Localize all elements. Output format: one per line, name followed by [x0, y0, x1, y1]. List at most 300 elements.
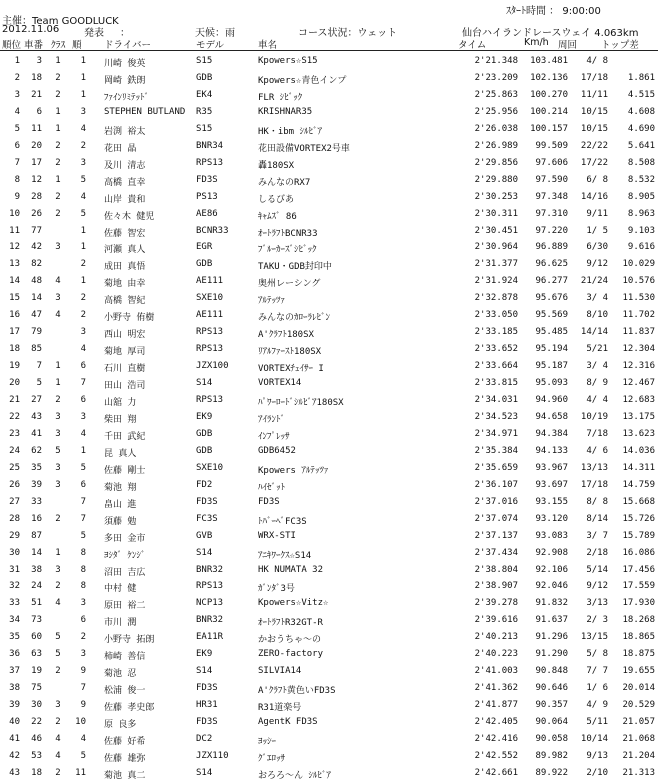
- cell-car-name: HK・ibm ｼﾙﾋﾞｱ: [258, 126, 323, 137]
- cell-speed: 92.106: [535, 564, 568, 575]
- cell-rank: 9: [14, 191, 20, 202]
- cell-speed: 89.922: [535, 767, 568, 778]
- cell-car-name: ﾌﾞﾙｰｶｰｽﾞｼﾋﾞｯｸ: [258, 245, 317, 256]
- cell-gap: 17.559: [622, 581, 655, 592]
- cell-class: 1: [55, 56, 61, 66]
- cell-car-name: ZERO-factory: [258, 649, 324, 660]
- cell-gap: 12.316: [622, 361, 655, 372]
- table-row: [0, 224, 658, 241]
- cell-lap: 22/22: [580, 140, 608, 151]
- col-gap: トップ差: [601, 40, 639, 51]
- cell-lap: 9/12: [586, 581, 608, 592]
- cell-car-name: KRISHNAR35: [258, 106, 313, 117]
- cell-speed: 97.590: [535, 174, 568, 185]
- cell-speed: 93.697: [535, 479, 568, 490]
- cell-gap: 18.865: [622, 632, 655, 643]
- table-row: [0, 71, 658, 88]
- cell-model: S15: [196, 56, 213, 66]
- cell-driver: 高橋 智紀: [104, 296, 146, 307]
- cell-speed: 93.155: [535, 496, 568, 507]
- cell-driver: 多田 金市: [104, 533, 146, 544]
- cell-driver: 小野寺 拓朗: [104, 635, 155, 646]
- cell-car-name: ﾄﾊﾞｰﾍﾞFC3S: [258, 516, 307, 527]
- cell-car-name: GDB6452: [258, 445, 296, 456]
- cell-model: GDB: [196, 72, 213, 83]
- cell-gap: 9.616: [627, 242, 655, 253]
- cell-model: FD3S: [196, 683, 218, 694]
- table-row: [0, 105, 658, 122]
- cell-lap: 1/ 5: [586, 225, 608, 236]
- cell-time: 2'39.278: [474, 598, 518, 609]
- cell-gap: 15.789: [622, 530, 655, 541]
- cell-order: 2: [80, 140, 86, 151]
- table-row: [0, 291, 658, 308]
- table-row: [0, 664, 658, 681]
- cell-lap: 8/ 8: [586, 496, 608, 507]
- cell-class: 3: [55, 462, 61, 473]
- cell-rank: 42: [9, 750, 20, 761]
- cell-model: FD2: [196, 479, 213, 490]
- cell-car-no: 85: [31, 344, 42, 355]
- cell-class: 1: [55, 547, 61, 558]
- cell-model: GDB: [196, 428, 213, 439]
- cell-driver: 佐藤 智宏: [104, 228, 146, 239]
- cell-speed: 92.908: [535, 547, 568, 558]
- cell-time: 2'30.311: [474, 208, 518, 219]
- cell-class: 3: [55, 700, 61, 711]
- cell-speed: 100.270: [530, 89, 568, 100]
- cell-car-name: SILVIA14: [258, 666, 302, 677]
- cell-rank: 24: [9, 445, 20, 456]
- table-row: [0, 461, 658, 478]
- cell-lap: 1/ 6: [586, 683, 608, 694]
- cell-time: 2'34.523: [474, 411, 518, 422]
- cell-rank: 34: [9, 615, 20, 626]
- cell-time: 2'34.031: [474, 395, 518, 405]
- cell-model: FC3S: [196, 513, 218, 524]
- cell-class: 3: [55, 293, 61, 304]
- cell-lap: 13/13: [580, 462, 608, 473]
- cell-model: EK9: [196, 411, 213, 422]
- cell-gap: 10.576: [622, 276, 655, 287]
- cell-car-no: 60: [31, 632, 42, 643]
- table-row: [0, 444, 658, 461]
- cell-speed: 96.889: [535, 242, 568, 253]
- cell-order: 5: [80, 530, 86, 541]
- table-row: [0, 274, 658, 291]
- table-row: [0, 257, 658, 274]
- cell-car-no: 22: [31, 717, 42, 728]
- cell-lap: 3/ 7: [586, 530, 608, 541]
- cell-car-no: 18: [31, 767, 42, 778]
- cell-order: 3: [80, 157, 86, 168]
- cell-rank: 37: [9, 666, 20, 677]
- cell-car-no: 33: [31, 496, 42, 507]
- cell-driver: 昆 真人: [104, 448, 137, 459]
- cell-time: 2'37.434: [474, 547, 518, 558]
- cell-rank: 39: [9, 700, 20, 711]
- cell-speed: 90.058: [535, 734, 568, 744]
- cell-gap: 14.311: [622, 462, 655, 473]
- cell-speed: 97.310: [535, 208, 568, 219]
- cell-driver: 沼田 吉広: [104, 567, 146, 578]
- cell-driver: 成田 真悟: [104, 262, 146, 273]
- cell-speed: 90.357: [535, 700, 568, 711]
- cell-car-no: 16: [31, 513, 42, 524]
- cell-model: FD3S: [196, 496, 218, 507]
- cell-car-name: 奥州レーシング: [258, 279, 321, 290]
- cell-car-name: ｷｬﾑｽﾞ 86: [258, 211, 297, 222]
- cell-class: 4: [55, 750, 61, 761]
- table-row: [0, 732, 658, 749]
- cell-car-name: VORTEXﾁｪｲｻｰ I: [258, 364, 324, 375]
- cell-driver: 市川 潤: [104, 618, 137, 629]
- cell-order: 4: [80, 734, 86, 744]
- cell-lap: 5/11: [586, 717, 608, 728]
- cell-speed: 100.157: [530, 123, 568, 134]
- cell-rank: 32: [9, 581, 20, 592]
- cell-rank: 7: [14, 157, 20, 168]
- cell-order: 8: [80, 564, 86, 575]
- cell-lap: 7/18: [586, 428, 608, 439]
- cell-time: 2'37.074: [474, 513, 518, 524]
- cell-car-no: 17: [31, 157, 42, 168]
- cell-order: 7: [80, 378, 86, 389]
- cell-car-no: 62: [31, 445, 42, 456]
- cell-rank: 13: [9, 259, 20, 270]
- col-rank: 順位: [2, 40, 22, 51]
- cell-lap: 4/ 9: [586, 700, 608, 711]
- cell-gap: 5.641: [627, 140, 655, 151]
- cell-lap: 10/15: [580, 106, 608, 117]
- cell-gap: 21.057: [622, 717, 655, 728]
- cell-gap: 19.655: [622, 666, 655, 677]
- cell-speed: 90.848: [535, 666, 568, 677]
- cell-car-name: ｵｰﾄﾗﾌﾄBCNR33: [258, 228, 318, 239]
- cell-car-no: 35: [31, 462, 42, 473]
- table-row: [0, 766, 658, 783]
- table-row: [0, 529, 658, 546]
- cell-car-no: 38: [31, 564, 42, 575]
- cell-order: 2: [80, 259, 86, 270]
- cell-rank: 20: [9, 378, 20, 389]
- cell-car-name: みんなのｶﾛｰﾗﾚﾋﾞﾝ: [258, 313, 331, 324]
- cell-order: 7: [80, 513, 86, 524]
- table-row: [0, 207, 658, 224]
- cell-model: SXE10: [196, 293, 224, 304]
- table-row: [0, 139, 658, 156]
- col-class: ｸﾗｽ: [51, 40, 66, 51]
- cell-order: 5: [80, 208, 86, 219]
- cell-time: 2'25.956: [474, 106, 518, 117]
- table-row: [0, 478, 658, 495]
- cell-lap: 10/14: [580, 734, 608, 744]
- cell-speed: 96.277: [535, 276, 568, 287]
- cell-order: 4: [80, 428, 86, 439]
- cell-car-name: ﾘｱﾙﾌｧｰｽﾄ180SX: [258, 347, 322, 358]
- cell-car-no: 14: [31, 547, 42, 558]
- cell-model: S15: [196, 123, 213, 134]
- cell-rank: 11: [9, 225, 20, 236]
- cell-gap: 9.103: [627, 225, 655, 236]
- cell-car-no: 79: [31, 327, 42, 338]
- cell-model: R35: [196, 106, 213, 117]
- cell-rank: 5: [14, 123, 20, 134]
- cell-order: 10: [75, 717, 86, 728]
- cell-lap: 10/15: [580, 123, 608, 134]
- cell-car-no: 73: [31, 615, 42, 626]
- cell-car-name: Kpowers☆Vitz☆: [258, 598, 329, 609]
- cell-driver: ﾖｼﾀﾞ ｹﾝｼﾞ: [104, 550, 146, 561]
- cell-lap: 3/ 4: [586, 361, 608, 372]
- cell-driver: 西山 明宏: [104, 330, 146, 341]
- cell-model: BCNR33: [196, 225, 229, 236]
- cell-order: 5: [80, 462, 86, 473]
- cell-class: 4: [55, 276, 61, 287]
- cell-driver: 千田 武紀: [104, 431, 146, 442]
- cell-class: 4: [55, 598, 61, 609]
- cell-time: 2'32.878: [474, 293, 518, 304]
- cell-order: 2: [80, 310, 86, 321]
- table-row: [0, 376, 658, 393]
- col-car-no: 車番: [24, 40, 44, 51]
- cell-lap: 4/ 6: [586, 445, 608, 456]
- cell-car-name: Kpowers☆S15: [258, 56, 318, 66]
- cell-car-no: 48: [31, 276, 42, 287]
- cell-speed: 95.187: [535, 361, 568, 372]
- cell-gap: 11.702: [622, 310, 655, 321]
- table-row: [0, 579, 658, 596]
- cell-class: 3: [55, 479, 61, 490]
- cell-driver: 柿崎 善信: [104, 652, 146, 663]
- table-row: [0, 749, 658, 766]
- cell-order: 3: [80, 411, 86, 422]
- col-driver: ドライバー: [104, 40, 152, 51]
- cell-driver: 菊地 由幸: [104, 279, 146, 290]
- cell-driver: STEPHEN BUTLAND: [104, 106, 186, 117]
- cell-driver: 佐藤 雄弥: [104, 753, 146, 764]
- cell-model: RPS13: [196, 581, 224, 592]
- cell-class: 5: [55, 649, 61, 660]
- table-row: [0, 647, 658, 664]
- cell-model: PS13: [196, 191, 218, 202]
- cell-lap: 5/ 8: [586, 649, 608, 660]
- cell-rank: 25: [9, 462, 20, 473]
- cell-speed: 103.481: [530, 56, 568, 66]
- table-row: [0, 359, 658, 376]
- cell-rank: 43: [9, 767, 20, 778]
- cell-speed: 93.967: [535, 462, 568, 473]
- cell-order: 8: [80, 581, 86, 592]
- cell-time: 2'33.185: [474, 327, 518, 338]
- cell-rank: 6: [14, 140, 20, 151]
- cell-car-no: 77: [31, 225, 42, 236]
- cell-car-no: 24: [31, 581, 42, 592]
- cell-car-name: ｱｲﾗﾝﾄﾞ: [258, 414, 286, 425]
- cell-model: S14: [196, 666, 213, 677]
- cell-driver: 山舘 力: [104, 398, 137, 408]
- cell-class: 2: [55, 157, 61, 168]
- cell-car-name: 花田設備VORTEX2号車: [258, 143, 350, 154]
- cell-car-name: VORTEX14: [258, 378, 302, 389]
- cell-model: RPS13: [196, 327, 224, 338]
- cell-gap: 12.683: [622, 395, 655, 405]
- cell-model: S14: [196, 378, 213, 389]
- cell-class: 5: [55, 445, 61, 456]
- cell-order: 6: [80, 395, 86, 405]
- cell-speed: 93.083: [535, 530, 568, 541]
- cell-model: BNR32: [196, 564, 224, 575]
- cell-lap: 2/18: [586, 547, 608, 558]
- cell-driver: 畠山 進: [104, 499, 137, 510]
- cell-car-name: おろろ〜ん ｼﾙﾋﾞｱ: [258, 770, 331, 781]
- cell-car-name: かおうちゃ〜の: [258, 635, 322, 646]
- cell-car-name: FLR ｼﾋﾞｯｸ: [258, 92, 303, 103]
- cell-order: 1: [80, 225, 86, 236]
- cell-car-name: FD3S: [258, 496, 280, 507]
- cell-class: 3: [55, 411, 61, 422]
- cell-driver: 及川 清志: [104, 160, 146, 171]
- cell-speed: 96.625: [535, 259, 568, 270]
- cell-time: 2'31.377: [474, 259, 518, 270]
- cell-model: EGR: [196, 242, 213, 253]
- cell-rank: 18: [9, 344, 20, 355]
- cell-model: GVB: [196, 530, 213, 541]
- cell-speed: 95.676: [535, 293, 568, 304]
- cell-model: AE86: [196, 208, 218, 219]
- cell-car-name: ﾊﾟﾜｰﾛｰﾄﾞｼﾙﾋﾞｱ180SX: [258, 398, 344, 408]
- cell-driver: 須藤 勉: [104, 516, 137, 527]
- organizer-label: 主催：Team GOODLUCK: [2, 16, 119, 27]
- cell-speed: 95.569: [535, 310, 568, 321]
- cell-gap: 12.304: [622, 344, 655, 355]
- cell-lap: 17/18: [580, 479, 608, 490]
- table-row: [0, 190, 658, 207]
- cell-driver: 小野寺 侑樹: [104, 313, 155, 324]
- cell-car-no: 5: [36, 378, 42, 389]
- cell-rank: 28: [9, 513, 20, 524]
- cell-order: 3: [80, 649, 86, 660]
- cell-gap: 11.530: [622, 293, 655, 304]
- cell-car-no: 53: [31, 750, 42, 761]
- cell-model: JZX100: [196, 361, 229, 372]
- cell-speed: 93.120: [535, 513, 568, 524]
- cell-driver: ﾌｧｲﾝﾘﾐﾃｯﾄﾞ: [104, 92, 150, 103]
- cell-driver: 原 良多: [104, 720, 137, 731]
- cell-lap: 11/11: [580, 89, 608, 100]
- cell-model: JZX110: [196, 750, 229, 761]
- cell-model: RPS13: [196, 395, 224, 405]
- cell-order: 11: [75, 767, 86, 778]
- cell-time: 2'42.661: [474, 767, 518, 778]
- cell-car-no: 30: [31, 700, 42, 711]
- cell-class: 1: [55, 123, 61, 134]
- cell-time: 2'42.416: [474, 734, 518, 744]
- cell-car-name: R31道楽号: [258, 703, 302, 714]
- cell-driver: 佐藤 剛士: [104, 465, 146, 476]
- cell-rank: 12: [9, 242, 20, 253]
- cell-rank: 26: [9, 479, 20, 490]
- cell-speed: 90.064: [535, 717, 568, 728]
- cell-car-name: みんなのRX7: [258, 177, 311, 188]
- cell-car-no: 14: [31, 293, 42, 304]
- table-row: [0, 512, 658, 529]
- cell-model: EK4: [196, 89, 213, 100]
- cell-speed: 95.485: [535, 327, 568, 338]
- cell-lap: 2/ 3: [586, 615, 608, 626]
- cell-class: 2: [55, 767, 61, 778]
- cell-class: 2: [55, 89, 61, 100]
- cell-rank: 8: [14, 174, 20, 185]
- cell-time: 2'34.971: [474, 428, 518, 439]
- cell-car-name: WRX-STI: [258, 530, 296, 541]
- cell-gap: 4.515: [627, 89, 655, 100]
- cell-model: GDB: [196, 445, 213, 456]
- cell-gap: 21.313: [622, 767, 655, 778]
- cell-car-name: ｱﾆｷﾜｰｸｽ☆S14: [258, 550, 312, 561]
- cell-class: 1: [55, 361, 61, 372]
- cell-gap: 8.508: [627, 157, 655, 168]
- cell-rank: 22: [9, 411, 20, 422]
- cell-gap: 17.930: [622, 598, 655, 609]
- cell-car-name: HK NUMATA 32: [258, 564, 324, 575]
- table-row: [0, 54, 658, 71]
- cell-class: 5: [55, 632, 61, 643]
- cell-model: AE111: [196, 276, 224, 287]
- cell-rank: 16: [9, 310, 20, 321]
- cell-class: 2: [55, 717, 61, 728]
- table-row: [0, 698, 658, 715]
- cell-rank: 29: [9, 530, 20, 541]
- cell-gap: 4.690: [627, 123, 655, 134]
- cell-car-name: A'ｸﾗﾌﾄ黄色いFD3S: [258, 686, 336, 697]
- cell-gap: 17.456: [622, 564, 655, 575]
- cell-time: 2'40.223: [474, 649, 518, 660]
- table-row: [0, 563, 658, 580]
- table-row: [0, 88, 658, 105]
- cell-speed: 91.296: [535, 632, 568, 643]
- cell-gap: 16.086: [622, 547, 655, 558]
- cell-driver: 田山 浩司: [104, 381, 146, 392]
- cell-car-no: 18: [31, 72, 42, 83]
- cell-car-no: 46: [31, 734, 42, 744]
- cell-rank: 10: [9, 208, 20, 219]
- cell-speed: 94.133: [535, 445, 568, 456]
- cell-order: 9: [80, 666, 86, 677]
- cell-time: 2'39.616: [474, 615, 518, 626]
- cell-gap: 21.204: [622, 750, 655, 761]
- cell-driver: 松浦 俊一: [104, 686, 146, 697]
- cell-model: BNR32: [196, 615, 224, 626]
- cell-speed: 102.136: [530, 72, 568, 83]
- cell-class: 2: [55, 395, 61, 405]
- cell-time: 2'33.050: [474, 310, 518, 321]
- cell-car-name: Kpowers ｱﾙﾃｯﾂｧ: [258, 465, 329, 476]
- table-row: [0, 325, 658, 342]
- cell-class: 1: [55, 174, 61, 185]
- course-status-label: コース状況：ウェット: [298, 28, 398, 39]
- cell-time: 2'35.384: [474, 445, 518, 456]
- cell-gap: 1.861: [627, 72, 655, 83]
- cell-driver: 岡崎 鉄朗: [104, 75, 146, 86]
- cell-rank: 40: [9, 717, 20, 728]
- cell-car-name: ﾖｯｼｰ: [258, 737, 277, 747]
- cell-class: 2: [55, 140, 61, 151]
- cell-rank: 30: [9, 547, 20, 558]
- cell-speed: 94.658: [535, 411, 568, 422]
- cell-car-no: 26: [31, 208, 42, 219]
- cell-gap: 14.036: [622, 445, 655, 456]
